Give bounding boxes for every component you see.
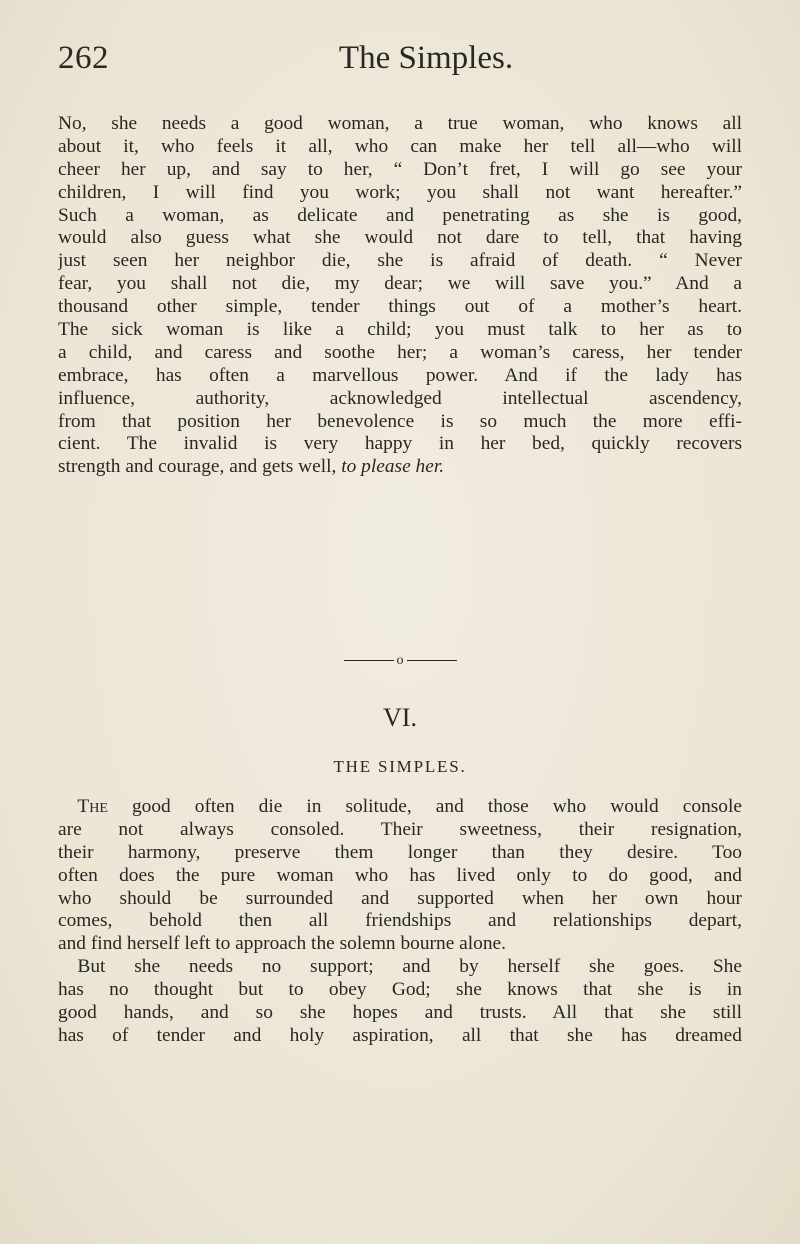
chapter-title: THE SIMPLES. — [333, 757, 467, 776]
text-line-first — [58, 796, 742, 819]
text-line: cheer her up, and say to her, “ Don’t fret, I will go see your — [58, 158, 742, 180]
text-line: The sick woman is like a child; you must talk to her as to — [58, 319, 742, 341]
text-line: has no thought but to obey God; she knows that she is in — [58, 979, 742, 1001]
text-line: fear, you shall not die, my dear; we will save you.” And a — [58, 273, 742, 295]
text-line: But she needs no support; and by herself she goes. She — [58, 956, 742, 978]
separator-rule-left — [344, 660, 394, 661]
paragraph-chapter-start — [58, 796, 742, 1048]
text-line: comes, behold then all friendships and relationships depart, — [58, 910, 742, 932]
text-line: cient. The invalid is very happy in her bed, quickly recovers — [58, 433, 742, 455]
last-line-text: strength and courage, and gets well, — [58, 456, 342, 478]
text-line: embrace, has often a marvellous power. And if the lady has — [58, 364, 742, 386]
text-line: their harmony, preserve them longer than they desire. Too — [58, 841, 742, 863]
text-line: are not always consoled. Their sweetness, their resignation, — [58, 818, 742, 840]
drop-word: The — [77, 796, 108, 817]
text-line: would also guess what she would not dare to tell, that having — [58, 227, 742, 249]
text-line: thousand other simple, tender things out of a mother’s heart. — [58, 296, 742, 318]
text-line: a child, and caress and soothe her; a woman’s caress, her tender — [58, 341, 742, 363]
text-line: about it, who feels it all, who can make her tell all—who will — [58, 135, 742, 157]
text-line: just seen her neighbor die, she is afraid of death. “ Never — [58, 250, 742, 272]
paragraph-top — [58, 113, 742, 479]
running-title: The Simples. — [338, 40, 514, 76]
text-line: good hands, and so she hopes and trusts. All that she still — [58, 1002, 742, 1024]
text-line-last — [58, 456, 742, 479]
emphasis-phrase: to please her. — [341, 456, 445, 478]
separator-glyph: o — [396, 652, 404, 668]
text-line: No, she needs a good woman, a true woman, who knows all — [58, 113, 742, 134]
text-line: children, I will find you work; you shall not want hereafter.” — [58, 181, 742, 203]
text-line: influence, authority, acknowledged intellectual ascendency, — [58, 387, 742, 409]
text-line: Such a woman, as delicate and penetrating as she is good, — [58, 204, 742, 226]
text-line: has of tender and holy aspiration, all that she has dreamed — [58, 1024, 742, 1046]
text-line: often does the pure woman who has lived only to do good, and — [58, 864, 742, 886]
section-separator — [0, 648, 800, 668]
page-number: 262 — [58, 40, 109, 76]
page-header — [58, 40, 742, 90]
text-line: and find herself left to approach the solemn bourne alone. — [58, 933, 506, 955]
text-line: who should be surrounded and supported when her own hour — [58, 887, 742, 909]
chapter-number: VI. — [383, 703, 417, 732]
first-line-rest: good often die in solitude, and those who would console — [107, 796, 742, 817]
text-line: from that position her benevolence is so much the more effi- — [58, 410, 742, 432]
separator-rule-right — [407, 660, 457, 661]
